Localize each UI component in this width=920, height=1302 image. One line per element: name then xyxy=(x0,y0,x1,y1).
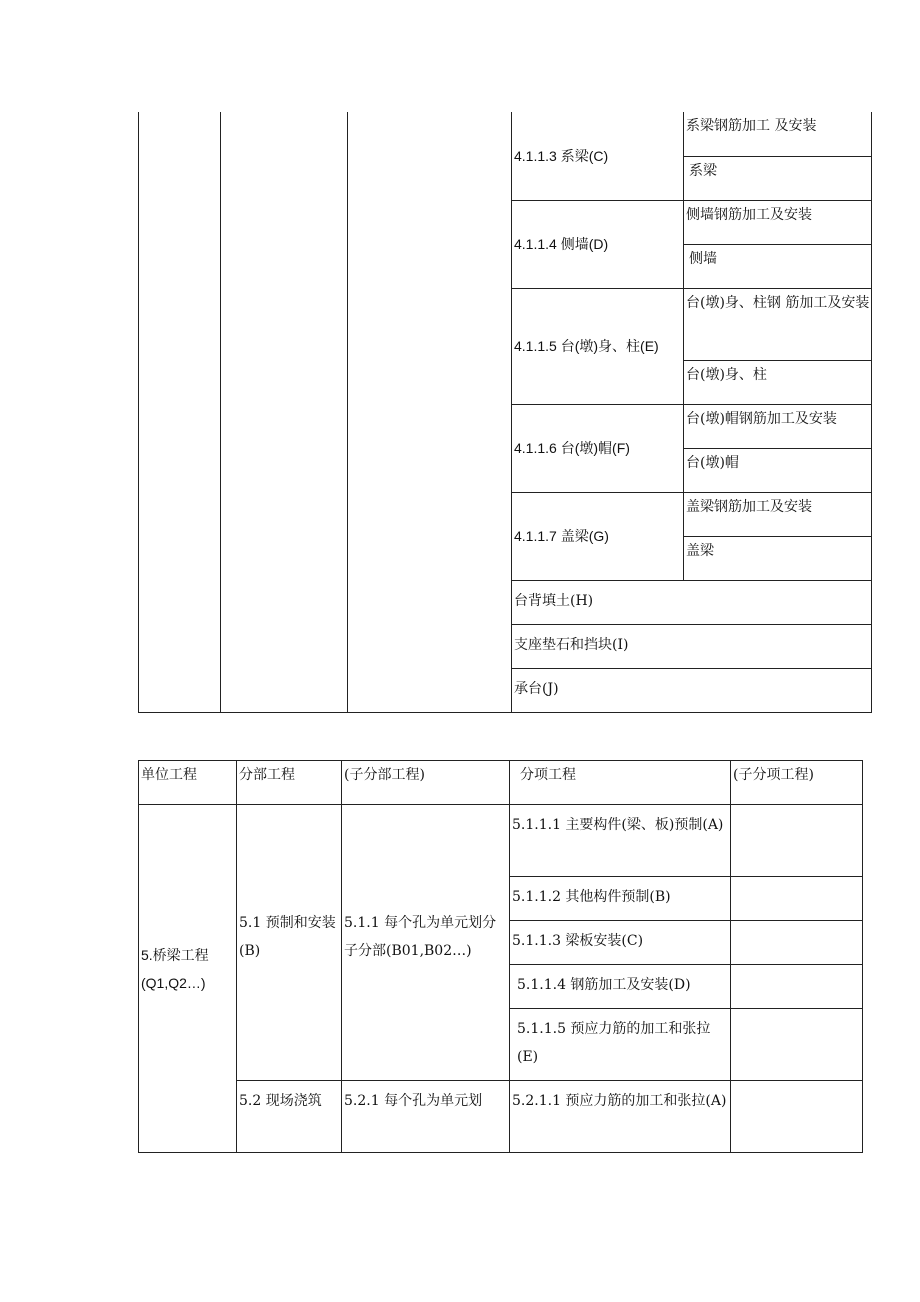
group-item: 台(墩)身、柱钢 筋加工及安装 xyxy=(684,288,872,360)
group-item: 侧墙 xyxy=(684,244,872,288)
item-cell: 5.1.1.3 梁板安装(C) xyxy=(510,921,731,965)
item-cell: 5.1.1.5 预应力筋的加工和张拉(E) xyxy=(510,1009,731,1081)
top-table xyxy=(138,112,872,713)
subpart-cell: 5.1.1 每个孔为单元划分子分部(B01,B02…) xyxy=(342,805,510,1081)
subitem-cell xyxy=(731,965,863,1009)
group-item: 盖梁钢筋加工及安装 xyxy=(684,492,872,536)
part-cell: 5.1 预制和安装(B) xyxy=(237,805,342,1081)
group-item: 盖梁 xyxy=(684,536,872,580)
group-item: 台(墩)帽钢筋加工及安装 xyxy=(684,404,872,448)
header-unit: 单位工程 xyxy=(139,761,237,805)
item-cell: 5.1.1.4 钢筋加工及安装(D) xyxy=(510,965,731,1009)
subitem-cell xyxy=(731,805,863,877)
group-name: 4.1.1.4 侧墙(D) xyxy=(512,200,684,288)
group-name: 4.1.1.6 台(墩)帽(F) xyxy=(512,404,684,492)
header-item: 分项工程 xyxy=(510,761,731,805)
extra-row: 台背填土(H) xyxy=(512,580,872,624)
unit-cell: 5.桥梁工程(Q1,Q2…) xyxy=(139,805,237,1153)
group-item: 系梁 xyxy=(684,156,872,200)
blank-unit-column xyxy=(139,112,221,712)
extra-row: 支座垫石和挡块(I) xyxy=(512,624,872,668)
group-name: 4.1.1.7 盖梁(G) xyxy=(512,492,684,580)
subitem-cell xyxy=(731,921,863,965)
header-subitem: (子分项工程) xyxy=(731,761,863,805)
part-cell: 5.2 现场浇筑 xyxy=(237,1081,342,1153)
header-subpart: (子分部工程) xyxy=(342,761,510,805)
group-item: 侧墙钢筋加工及安装 xyxy=(684,200,872,244)
subpart-cell: 5.2.1 每个孔为单元划 xyxy=(342,1081,510,1153)
group-item: 台(墩)帽 xyxy=(684,448,872,492)
subitem-cell xyxy=(731,1081,863,1153)
item-cell: 5.1.1.1 主要构件(梁、板)预制(A) xyxy=(510,805,731,877)
group-item: 系梁钢筋加工 及安装 xyxy=(684,112,872,156)
subitem-cell xyxy=(731,877,863,921)
bottom-table xyxy=(138,760,863,1153)
extra-row: 承台(J) xyxy=(512,668,872,712)
item-cell: 5.2.1.1 预应力筋的加工和张拉(A) xyxy=(510,1081,731,1153)
blank-subpart-column xyxy=(348,112,512,712)
header-part: 分部工程 xyxy=(237,761,342,805)
item-cell: 5.1.1.2 其他构件预制(B) xyxy=(510,877,731,921)
subitem-cell xyxy=(731,1009,863,1081)
group-item: 台(墩)身、柱 xyxy=(684,360,872,404)
blank-part-column xyxy=(221,112,348,712)
group-name: 4.1.1.3 系梁(C) xyxy=(512,112,684,200)
group-name: 4.1.1.5 台(墩)身、柱(E) xyxy=(512,288,684,404)
